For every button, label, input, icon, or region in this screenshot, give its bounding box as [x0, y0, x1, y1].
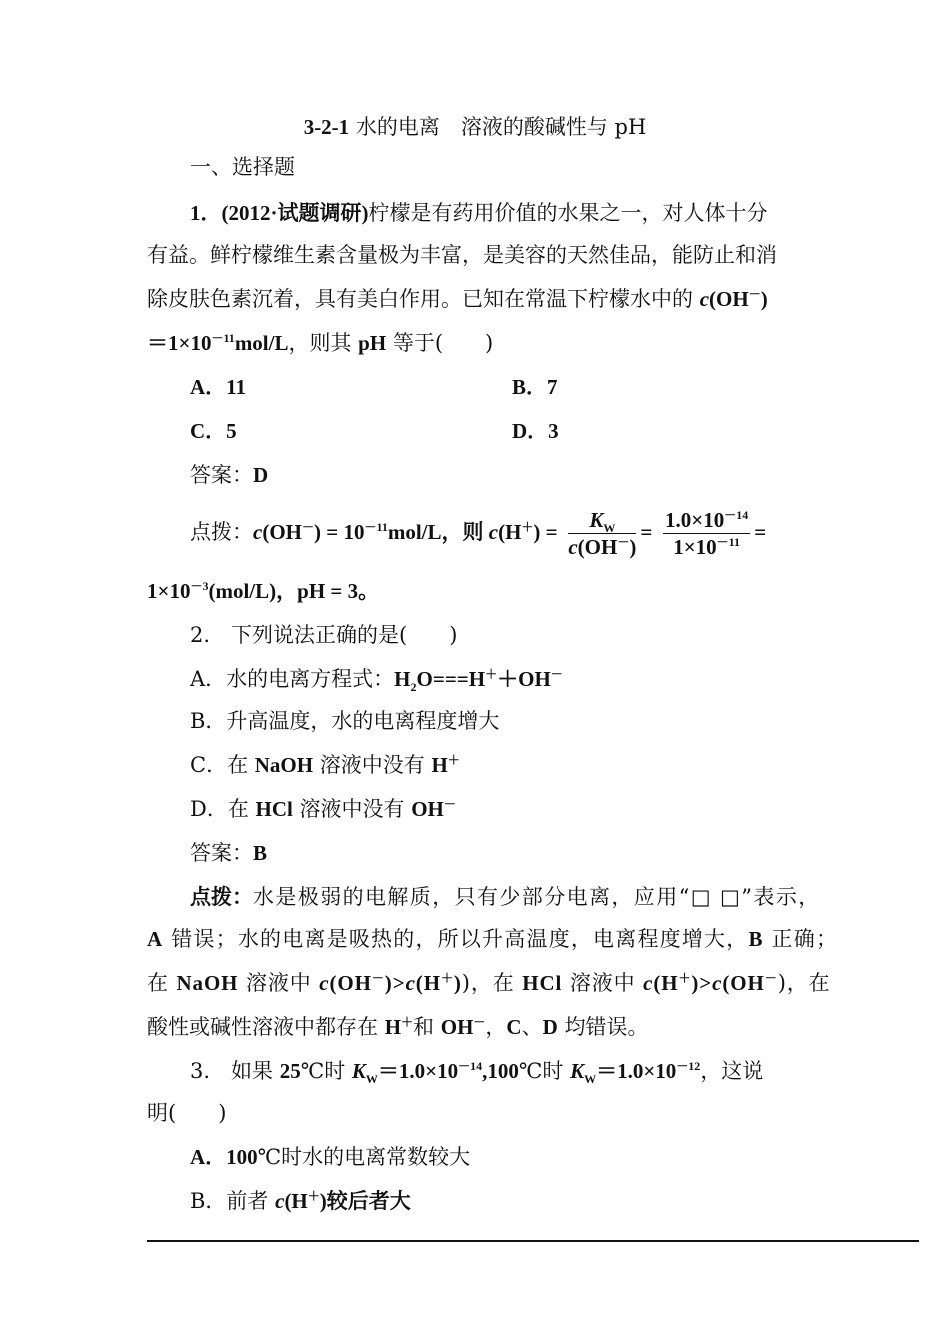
q1-hint-line-2: $1\times 10^{-3}(mol/L)$，pH = 3。	[147, 579, 380, 603]
q1-option-c: C．5	[190, 419, 237, 443]
value-fraction: $\frac{1.0\times 10^{-14}}{1\times 10^{-11}}$	[665, 508, 749, 559]
q1-answer: 答案：D	[190, 463, 269, 487]
title-text: 水的电离 溶液的酸碱性与 pH	[355, 115, 647, 139]
q1-option-d: D．3	[512, 419, 559, 443]
q2-option-b: B．升高温度，水的电离程度增大	[190, 709, 500, 733]
q3-option-a: A．100℃时水的电离常数较大	[190, 1145, 471, 1169]
page-title	[0, 112, 950, 142]
q2-hint-line-1: 点拨：水是极弱的电解质，只有少部分电离，应用“□ □”表示，	[190, 885, 821, 909]
q2-hint-line-4: 酸性或碱性溶液中都存在 H＋和 OH－，C、D 均错误。	[147, 1015, 649, 1039]
q3-stem-line-1: 3. 如果 25℃时 $K_W=1.0\times 10^{-14},100℃$时 $K_W=1.0\times 10^{-12}$，这说	[190, 1059, 764, 1087]
q2-option-d: D．在 HCl 溶液中没有 OH－	[190, 797, 456, 821]
q2-stem: 2. 下列说法正确的是( )	[190, 623, 458, 647]
q1-option-a: A．11	[190, 375, 247, 399]
kw-fraction: $\frac{K_W}{c(OH^-)}$	[568, 508, 637, 559]
footer-rule	[147, 1240, 919, 1242]
q1-stem-line-2: 有益。鲜柠檬维生素含量极为丰富，是美容的天然佳品，能防止和消	[147, 243, 777, 267]
title-number: 3-2-1	[303, 115, 350, 139]
q1-hint: 点拨：$c(OH^-) = 10^{-11}mol/L$，则 c(H＋) = $\frac{K_W}{c(OH^-)}$ = $\frac{1.0\times 10^{-14}}{1\times 10^{-11}}$ =	[190, 508, 767, 559]
q1-stem-line-4: $=1\times 10^{-11}mol/L$，则其 pH 等于( )	[147, 331, 494, 355]
q2-answer: 答案：B	[190, 841, 268, 865]
q2-option-a: A．水的电离方程式：$H_2O===H^++OH^-$	[190, 667, 563, 695]
q1-option-b: B．7	[512, 375, 558, 399]
q2-hint-line-3: 在 NaOH 溶液中 c(OH－)>c(H＋))，在 HCl 溶液中 c(H＋)>c(OH－)，在	[147, 971, 831, 995]
q3-stem-line-2: 明( )	[147, 1101, 227, 1125]
q2-hint-line-2: A 错误；水的电离是吸热的，所以升高温度，电离程度增大，B 正确；	[147, 927, 839, 951]
q1-stem-line-1: 1．(2012·试题调研)柠檬是有药用价值的水果之一，对人体十分	[190, 201, 768, 225]
q2-option-c: C．在 NaOH 溶液中没有 H＋	[190, 753, 460, 777]
q1-stem-line-3: 除皮肤色素沉着，具有美白作用。已知在常温下柠檬水中的 c(OH－)	[147, 287, 768, 311]
q3-option-b: B．前者 c(H＋)较后者大	[190, 1189, 411, 1213]
section-heading: 一、选择题	[190, 155, 295, 179]
